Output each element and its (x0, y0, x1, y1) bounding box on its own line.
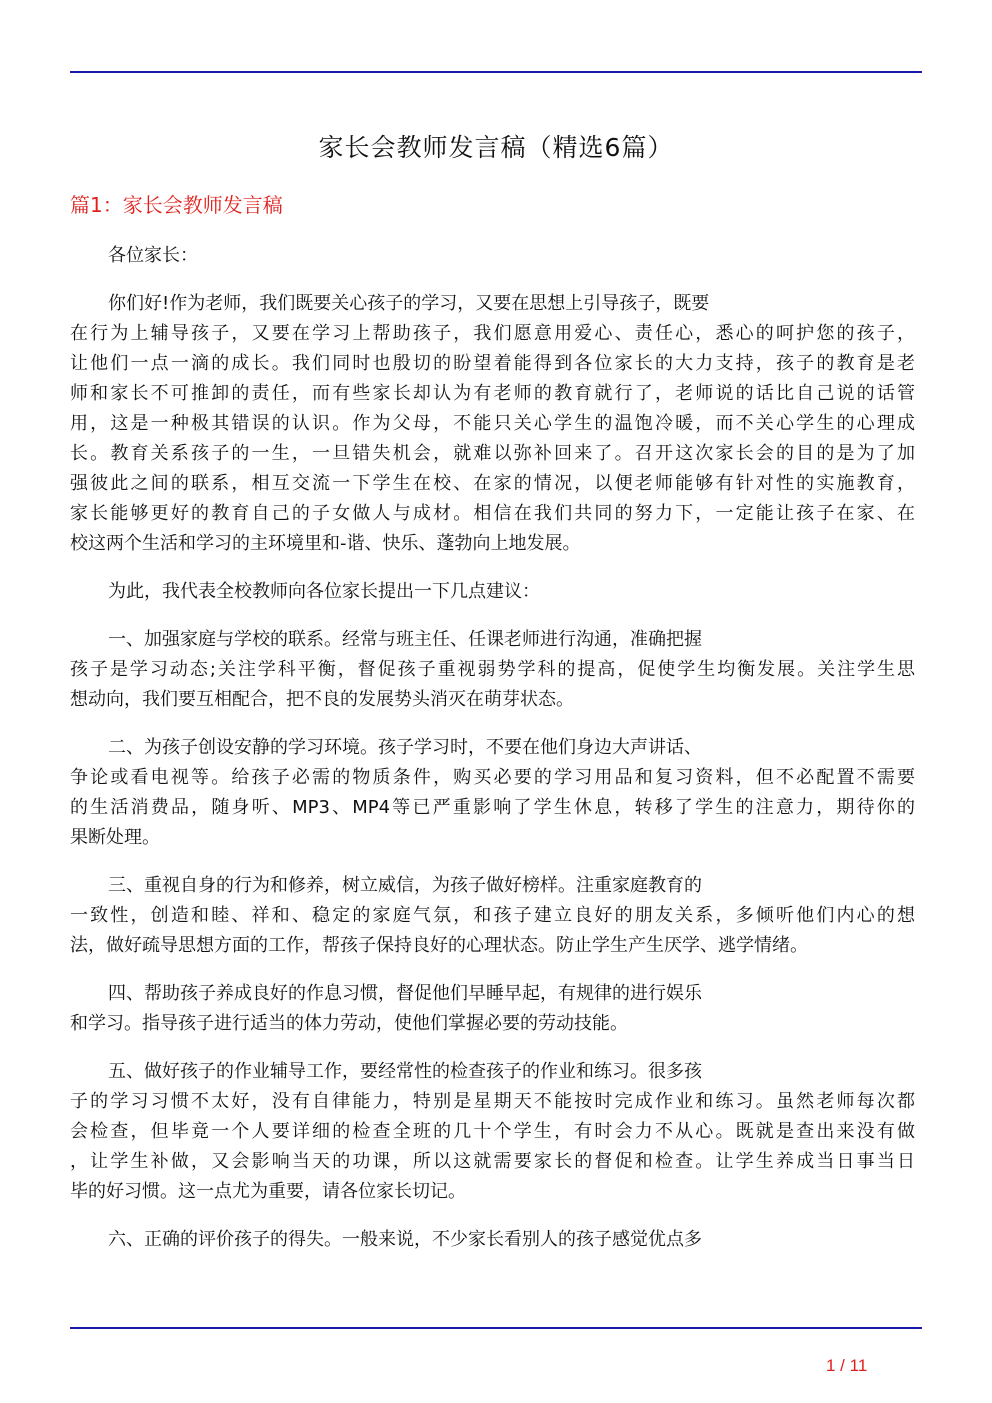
text-line: 果断处理。 (70, 827, 160, 848)
text-line: 让他们一点一滴的成长。我们同时也殷切的盼望着能得到各位家长的大力支持，孩子的教育是老 (70, 353, 915, 374)
text-line: 为此，我代表全校教师向各位家长提出一下几点建议： (108, 581, 540, 602)
paragraph (70, 1057, 915, 1207)
text-line: 法，做好疏导思想方面的工作，帮孩子保持良好的心理状态。防止学生产生厌学、逃学情绪。 (70, 935, 808, 956)
text-line: 孩子是学习动态;关注学科平衡，督促孩子重视弱势学科的提高，促使学生均衡发展。关注学生思 (70, 659, 915, 680)
text-line: 争论或看电视等。给孩子必需的物质条件，购买必要的学习用品和复习资料，但不必配置不需要 (70, 767, 915, 788)
header-rule (70, 71, 922, 73)
text-line: 一致性，创造和睦、祥和、稳定的家庭气氛，和孩子建立良好的朋友关系，多倾听他们内心的想 (70, 905, 915, 926)
text-line: 二、为孩子创设安静的学习环境。孩子学习时，不要在他们身边大声讲话、 (108, 737, 702, 758)
paragraph (70, 733, 915, 853)
text-line: ，让学生补做，又会影响当天的功课，所以这就需要家长的督促和检查。让学生养成当日事当日 (70, 1151, 915, 1172)
paragraph (70, 625, 915, 715)
footer-rule (70, 1327, 922, 1329)
text-line: 会检查，但毕竟一个人要详细的检查全班的几十个学生，有时会力不从心。既就是查出来没有做 (70, 1121, 915, 1142)
text-line: 用，这是一种极其错误的认识。作为父母，不能只关心学生的温饱冷暖，而不关心学生的心理成 (70, 413, 915, 434)
text-line: 四、帮助孩子养成良好的作息习惯，督促他们早睡早起，有规律的进行娱乐 (108, 983, 702, 1004)
text-line: 六、正确的评价孩子的得失。一般来说，不少家长看别人的孩子感觉优点多 (108, 1229, 702, 1250)
page-number: 1 / 11 (826, 1356, 868, 1375)
text-line: 在行为上辅导孩子，又要在学习上帮助孩子，我们愿意用爱心、责任心，悉心的呵护您的孩子， (70, 323, 915, 344)
text-line: 师和家长不可推卸的责任，而有些家长却认为有老师的教育就行了，老师说的话比自己说的话管 (70, 383, 915, 404)
paragraph (70, 1225, 915, 1255)
paragraph (70, 979, 915, 1039)
text-line: 和学习。指导孩子进行适当的体力劳动，使他们掌握必要的劳动技能。 (70, 1013, 628, 1034)
text-line: 五、做好孩子的作业辅导工作，要经常性的检查孩子的作业和练习。很多孩 (108, 1061, 702, 1082)
paragraph (70, 289, 915, 559)
text-line: 各位家长： (108, 245, 198, 266)
text-line: 毕的好习惯。这一点尤为重要，请各位家长切记。 (70, 1181, 466, 1202)
text-line: 三、重视自身的行为和修养，树立威信，为孩子做好榜样。注重家庭教育的 (108, 875, 702, 896)
text-line: 校这两个生活和学习的主环境里和-谐、快乐、蓬勃向上地发展。 (70, 533, 581, 554)
text-line: 想动向，我们要互相配合，把不良的发展势头消灭在萌芽状态。 (70, 689, 574, 710)
document-body (70, 241, 915, 1273)
text-line: 强彼此之间的联系，相互交流一下学生在校、在家的情况，以便老师能够有针对性的实施教育， (70, 473, 915, 494)
text-line: 的生活消费品，随身听、MP3、MP4等已严重影响了学生休息，转移了学生的注意力，期待你的 (70, 797, 915, 818)
text-line: 家长能够更好的教育自己的子女做人与成材。相信在我们共同的努力下，一定能让孩子在家、在 (70, 503, 915, 524)
text-line: 长。教育关系孩子的一生，一旦错失机会，就难以弥补回来了。召开这次家长会的目的是为了加 (70, 443, 915, 464)
paragraph (70, 577, 915, 607)
paragraph (70, 241, 915, 271)
text-line: 子的学习习惯不太好，没有自律能力，特别是星期天不能按时完成作业和练习。虽然老师每次都 (70, 1091, 915, 1112)
text-line: 你们好!作为老师，我们既要关心孩子的学习，又要在思想上引导孩子，既要 (108, 293, 710, 314)
paragraph (70, 871, 915, 961)
text-line: 一、加强家庭与学校的联系。经常与班主任、任课老师进行沟通，准确把握 (108, 629, 702, 650)
section-heading: 篇1：家长会教师发言稿 (70, 193, 283, 217)
document-title: 家长会教师发言稿（精选6篇） (318, 133, 674, 162)
